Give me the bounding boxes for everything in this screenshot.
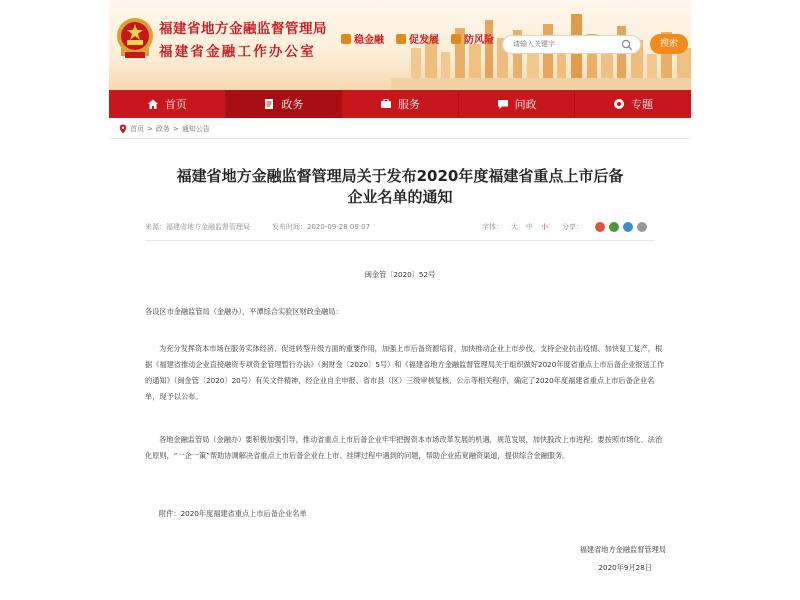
attachment-link[interactable]: 附件：2020年度福建省重点上市后备企业名单 bbox=[159, 509, 307, 518]
nav-item-label: 专题 bbox=[631, 98, 654, 111]
share-label: 分享： bbox=[562, 223, 583, 231]
article-title-line-2: 企业名单的通知 bbox=[347, 188, 453, 206]
chat-icon bbox=[497, 98, 509, 110]
nav-item-government[interactable] bbox=[226, 90, 343, 118]
signature-organization: 福建省地方金融监督管理局 bbox=[579, 545, 666, 554]
nav-item-home[interactable] bbox=[109, 90, 226, 118]
breadcrumb-government[interactable]: 政务 bbox=[155, 125, 170, 133]
search-box bbox=[502, 35, 641, 54]
article-source: 来源：福建省地方金融监督管理局 bbox=[145, 223, 250, 231]
national-emblem-icon bbox=[115, 16, 155, 60]
qq-share-icon[interactable] bbox=[623, 222, 633, 232]
location-pin-icon bbox=[119, 124, 127, 134]
coin-icon bbox=[341, 34, 351, 44]
breadcrumb-separator: > bbox=[147, 125, 153, 133]
article-title bbox=[137, 166, 663, 208]
nav-item-inquiry[interactable] bbox=[459, 90, 576, 118]
signature-date: 2020年9月28日 bbox=[598, 563, 652, 572]
breadcrumb-notices[interactable]: 通知公告 bbox=[181, 125, 210, 133]
share-icons bbox=[595, 222, 647, 232]
site-header bbox=[109, 0, 691, 90]
growth-icon bbox=[396, 34, 406, 44]
search-button[interactable]: 搜索 bbox=[650, 34, 688, 54]
article-tools bbox=[482, 222, 647, 232]
slogan-item bbox=[451, 31, 494, 46]
publish-time: 发布时间：2020-09-28 09:07 bbox=[272, 223, 371, 231]
article-meta bbox=[145, 222, 370, 232]
weibo-share-icon[interactable] bbox=[595, 222, 605, 232]
document-number: 闽金管〔2020〕52号 bbox=[364, 270, 436, 279]
main-nav bbox=[109, 90, 691, 118]
slogan-label: 防风险 bbox=[464, 35, 494, 46]
font-size-small[interactable]: 小 bbox=[541, 223, 548, 231]
breadcrumb bbox=[119, 124, 210, 134]
home-icon bbox=[147, 98, 159, 110]
more-share-icon[interactable] bbox=[637, 222, 647, 232]
breadcrumb-divider bbox=[109, 138, 691, 139]
nav-item-label: 政务 bbox=[281, 98, 304, 111]
breadcrumb-home[interactable]: 首页 bbox=[130, 125, 144, 133]
nav-item-label: 首页 bbox=[164, 98, 187, 111]
breadcrumb-separator: > bbox=[172, 125, 179, 133]
search-input[interactable] bbox=[513, 40, 623, 48]
paragraph-1: 为充分发挥资本市场在服务实体经济、促进转型升级方面的重要作用，加强上市后备资源培育，加快推动企业上市步伐，支持企业抗击疫情、加快复工复产，根据《福建省推动企业直接融资专项资金管理暂行办法》（闽财金〔2020〕5号）和《福建省地方金融监督管理局关于组织做好2020年度省重点上市后备企业报送工作的通知》（闽金管〔2020〕20号）有关文件精神，经企业自主申报、省市县（区）三级审核复核、公示等相关程序，确定了2020年度福建省重点上市后备企业名单，现予以公布。 bbox=[145, 344, 665, 401]
salutation: 各设区市金融监管局（金融办），平潭综合实验区财政金融局： bbox=[145, 307, 343, 316]
topic-icon bbox=[613, 98, 625, 110]
site-name-primary: 福建省地方金融监督管理局 bbox=[159, 21, 327, 37]
font-size-medium[interactable]: 中 bbox=[526, 223, 533, 231]
nav-item-label: 服务 bbox=[397, 98, 420, 111]
wechat-share-icon[interactable] bbox=[609, 222, 619, 232]
shield-icon bbox=[451, 34, 461, 44]
page bbox=[109, 0, 691, 600]
slogan-group bbox=[341, 31, 494, 46]
slogan-item bbox=[396, 31, 439, 46]
site-name-secondary: 福建省金融工作办公室 bbox=[159, 44, 316, 60]
slogan-item bbox=[341, 31, 384, 46]
slogan-label: 促发展 bbox=[409, 35, 439, 46]
nav-item-topics[interactable] bbox=[575, 90, 691, 118]
document-icon bbox=[263, 98, 275, 110]
font-size-label: 字体： bbox=[482, 223, 503, 231]
meta-divider bbox=[145, 240, 655, 241]
font-size-large[interactable]: 大 bbox=[511, 223, 518, 231]
paragraph-2: 各地金融监管局（金融办）要积极加强引导，推动省重点上市后备企业牢牢把握资本市场改革发展的机遇，规范发展，加快股改上市进程；要按照市场化、法治化原则，“一企一策”帮助协调解决省重点上市后备企业在上市、挂牌过程中遇到的问题，帮助企业拓宽融资渠道，提供综合金融服务。 bbox=[145, 435, 663, 460]
nav-item-label: 问政 bbox=[514, 98, 537, 111]
article-title-line-1: 福建省地方金融监督管理局关于发布2020年度福建省重点上市后备 bbox=[176, 167, 624, 185]
search-icon[interactable] bbox=[621, 39, 633, 51]
slogan-label: 稳金融 bbox=[354, 35, 384, 46]
service-icon bbox=[380, 98, 392, 110]
nav-item-service[interactable] bbox=[342, 90, 459, 118]
